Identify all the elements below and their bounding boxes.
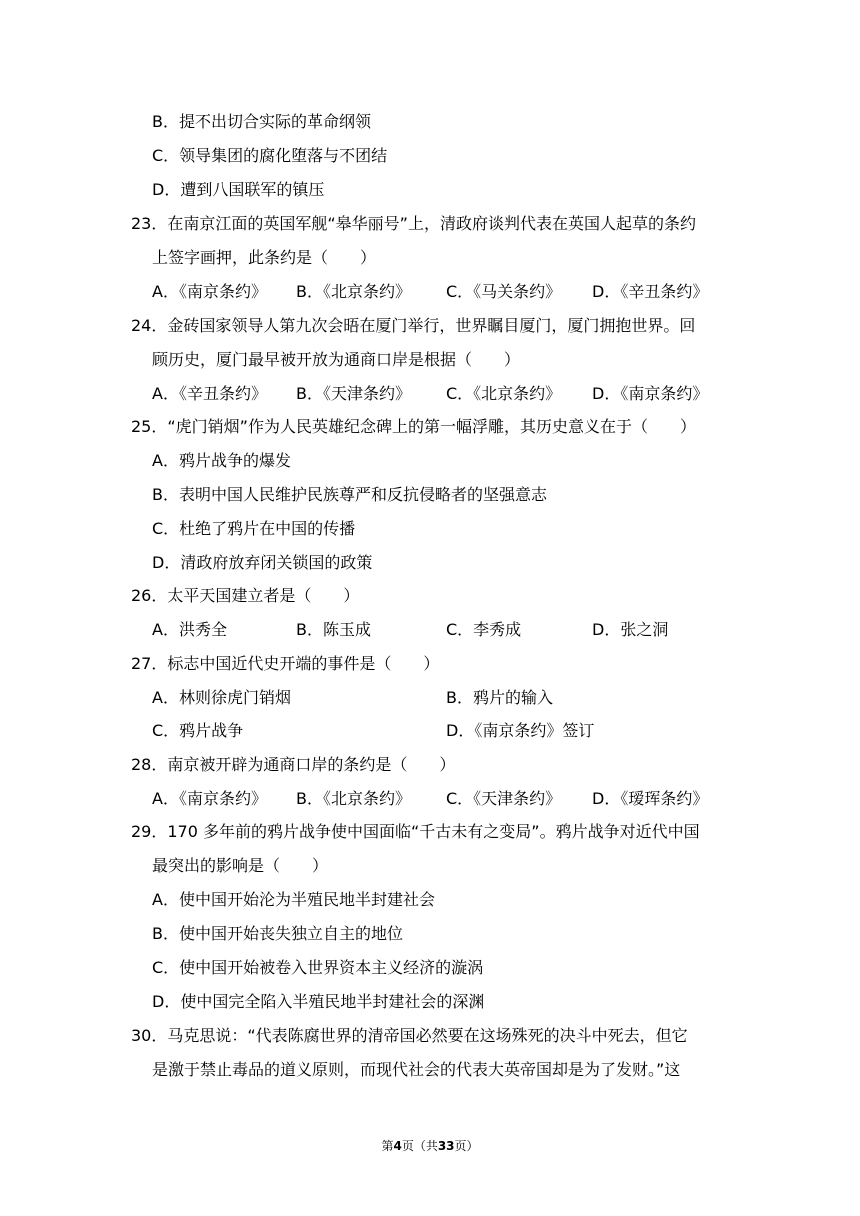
q27-stem-line1: 27．标志中国近代史开端的事件是（ ） [131, 654, 440, 673]
footer-suffix: 页） [454, 1139, 479, 1153]
footer-page-number: 4 [393, 1139, 402, 1153]
q25-option-a: A．鸦片战争的爆发 [152, 451, 291, 470]
q23-stem-line1: 23．在南京江面的英国军舰“皋华丽号”上，清政府谈判代表在英国人起草的条约 [131, 214, 696, 233]
q29-option-a: A．使中国开始沦为半殖民地半封建社会 [152, 890, 435, 909]
q22-option-b: B．提不出切合实际的革命纲领 [152, 112, 371, 131]
q26-stem-line1: 26．太平天国建立者是（ ） [131, 586, 360, 605]
q29-stem-line2: 最突出的影响是（ ） [152, 856, 329, 875]
q24-stem-line1: 24．金砖国家领导人第九次会晤在厦门举行，世界瞩目厦门，厦门拥抱世界。回 [131, 316, 696, 335]
q26-option-d: D．张之洞 [592, 620, 669, 639]
footer-prefix: 第 [381, 1139, 394, 1153]
q26-option-b: B．陈玉成 [296, 620, 371, 639]
q23-option-b: B．《北京条约》 [296, 282, 411, 301]
q24-option-d: D．《南京条约》 [592, 384, 709, 403]
q30-stem-line2: 是激于禁止毒品的道义原则，而现代社会的代表大英帝国却是为了发财。”这 [152, 1060, 681, 1079]
q28-stem-line1: 28．南京被开辟为通商口岸的条约是（ ） [131, 755, 456, 774]
q24-option-c: C．《北京条约》 [446, 384, 562, 403]
q27-option-c: C．鸦片战争 [152, 721, 244, 740]
q25-option-c: C．杜绝了鸦片在中国的传播 [152, 519, 356, 538]
q27-option-d: D．《南京条约》签订 [446, 721, 595, 740]
footer-middle: 页（共 [401, 1139, 438, 1153]
page-footer [0, 1138, 860, 1154]
q25-option-b: B．表明中国人民维护民族尊严和反抗侵略者的坚强意志 [152, 485, 547, 504]
footer-total-pages: 33 [437, 1139, 455, 1153]
q22-option-c: C．领导集团的腐化堕落与不团结 [152, 146, 388, 165]
q29-option-c: C．使中国开始被卷入世界资本主义经济的漩涡 [152, 958, 484, 977]
q26-option-c: C．李秀成 [446, 620, 522, 639]
q24-option-b: B．《天津条约》 [296, 384, 411, 403]
q27-option-a: A．林则徐虎门销烟 [152, 688, 291, 707]
q27-option-b: B．鸦片的输入 [446, 688, 553, 707]
q23-stem-line2: 上签字画押，此条约是（ ） [152, 248, 377, 267]
q30-stem-line1: 30．马克思说：“代表陈腐世界的清帝国必然要在这场殊死的决斗中死去，但它 [131, 1026, 688, 1045]
q28-option-d: D．《瑷珲条约》 [592, 789, 709, 808]
q22-option-d: D．遭到八国联军的镇压 [152, 180, 325, 199]
q26-option-a: A．洪秀全 [152, 620, 227, 639]
q29-option-b: B．使中国开始丧失独立自主的地位 [152, 924, 403, 943]
q28-option-a: A．《南京条约》 [152, 789, 267, 808]
q29-option-d: D．使中国完全陷入半殖民地半封建社会的深渊 [152, 992, 485, 1011]
q24-stem-line2: 顾历史，厦门最早被开放为通商口岸是根据（ ） [152, 350, 521, 369]
q23-option-d: D．《辛丑条约》 [592, 282, 709, 301]
q25-option-d: D．清政府放弃闭关锁国的政策 [152, 553, 373, 572]
q23-option-a: A．《南京条约》 [152, 282, 267, 301]
q29-stem-line1: 29．170 多年前的鸦片战争使中国面临“千古未有之变局”。鸦片战争对近代中国 [131, 822, 700, 841]
q24-option-a: A．《辛丑条约》 [152, 384, 267, 403]
q25-stem-line1: 25．“虎门销烟”作为人民英雄纪念碑上的第一幅浮雕，其历史意义在于（ ） [131, 417, 696, 436]
q23-option-c: C．《马关条约》 [446, 282, 562, 301]
q28-option-c: C．《天津条约》 [446, 789, 562, 808]
q28-option-b: B．《北京条约》 [296, 789, 411, 808]
